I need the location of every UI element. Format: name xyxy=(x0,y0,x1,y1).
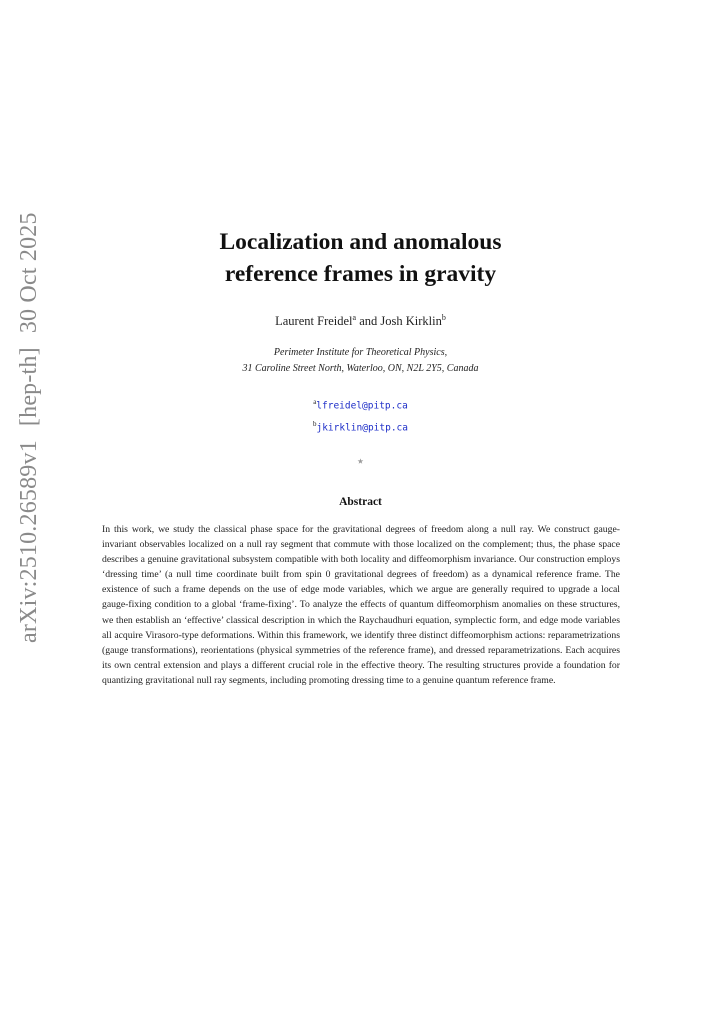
email-link[interactable]: lfreidel@pitp.ca xyxy=(316,400,408,412)
affiliation-line-1: Perimeter Institute for Theoretical Physics, xyxy=(273,347,448,358)
author-name: Josh Kirklin xyxy=(380,314,442,329)
arxiv-id: arXiv:2510.26589v1 xyxy=(16,440,42,643)
affiliation xyxy=(0,345,721,377)
author-joiner: and xyxy=(359,314,378,329)
email-link[interactable]: jkirklin@pitp.ca xyxy=(316,422,408,434)
abstract-text: In this work, we study the classical phase space for the gravitational degrees of freedom along a null ray. We construct gauge-invariant observables localized on a null ray segment that commute with those localized on the complement; thus, the phase space describes a genuine gravitational subsystem compatible with both locality and diffeomorphism invariance. Our construction employs ‘dressing time’ (a null time coordinate built from spin 0 gravitational degrees of freedom) as a dynamical reference frame. The existence of such a frame depends on the use of edge mode variables, which we argue are generally required to upgrade a local gauge-fixing condition to a global ‘frame-fixing’. To analyze the effects of quantum diffeomorphism anomalies on these structures, we then establish an ‘effective’ classical description in which the Raychaudhuri equation, symplectic form, and edge mode variables all acquire Virasoro-type deformations. Within this framework, we identify three distinct diffeomorphism actions: reparametrizations (gauge transformations), reorientations (physical symmetries of the reference frame), and dressed reparametrizations. Each acquires its own central extension and plays a different crucial role in the effective theory. The resulting structures provide a foundation for quantizing gravitational null ray segments, including promoting dressing time to a genuine quantum reference frame. xyxy=(102,524,620,686)
affiliation-line-2: 31 Caroline Street North, Waterloo, ON, N2L 2Y5, Canada xyxy=(242,363,479,374)
author-mark: a xyxy=(352,313,357,322)
email-mark: b xyxy=(312,420,317,429)
email-list xyxy=(0,393,721,438)
email-mark: a xyxy=(313,398,317,406)
paper-title xyxy=(0,226,721,290)
author-mark: b xyxy=(441,313,446,322)
arxiv-date: 30 Oct 2025 xyxy=(16,212,42,334)
author-name: Laurent Freidel xyxy=(275,314,353,329)
arxiv-category: [hep-th] xyxy=(16,347,42,427)
star-separator-icon: ⋆ xyxy=(355,454,366,470)
email-entry xyxy=(0,393,721,415)
author-list xyxy=(0,313,721,329)
email-entry xyxy=(0,415,721,437)
abstract-heading: Abstract xyxy=(339,496,382,508)
title-line-1: Localization and anomalous xyxy=(219,229,502,255)
title-line-2: reference frames in gravity xyxy=(224,261,497,287)
